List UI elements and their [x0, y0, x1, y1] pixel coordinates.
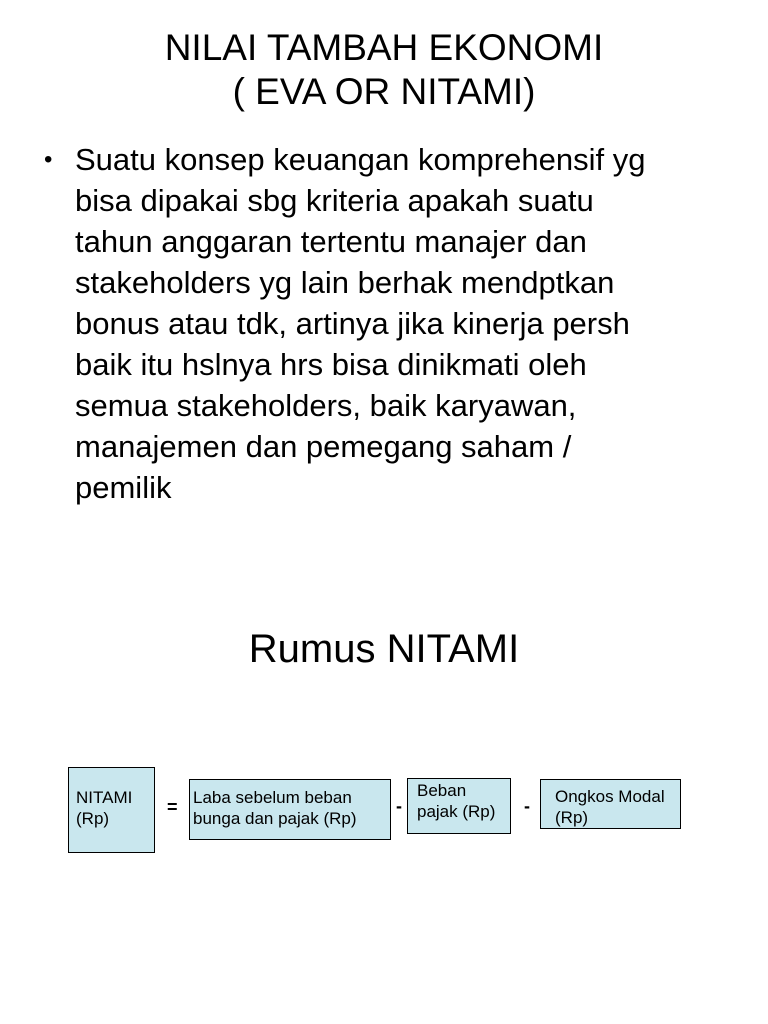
bullet-marker: •: [44, 146, 53, 173]
formula-heading: Rumus NITAMI: [248, 627, 520, 671]
nitami-box-line-2: (Rp): [76, 809, 110, 828]
laba-box-line-1: Laba sebelum beban: [193, 788, 352, 807]
laba-box-line-2: bunga dan pajak (Rp): [193, 809, 357, 828]
page-title: [0, 26, 768, 114]
minus-sign-1: -: [396, 796, 402, 816]
bullet-line: pemilik: [75, 470, 172, 505]
bullet-line: manajemen dan pemegang saham /: [75, 429, 572, 464]
bullet-line: Suatu konsep keuangan komprehensif yg: [75, 142, 646, 177]
bullet-line: semua stakeholders, baik karyawan,: [75, 388, 577, 423]
beban-pajak-box: [407, 778, 511, 834]
bullet-line: stakeholders yg lain berhak mendptkan: [75, 265, 615, 300]
bullet-line: baik itu hslnya hrs bisa dinikmati oleh: [75, 347, 587, 382]
bullet-line: bisa dipakai sbg kriteria apakah suatu: [75, 183, 594, 218]
minus-sign-2: -: [524, 796, 530, 816]
beban-pajak-box-line-1: Beban: [417, 781, 467, 800]
title-line-1: NILAI TAMBAH EKONOMI: [164, 27, 604, 68]
bullet-paragraph: [75, 139, 645, 508]
ongkos-modal-box-line-1: Ongkos Modal: [555, 787, 665, 806]
ongkos-modal-box: [540, 779, 681, 829]
title-line-2: ( EVA OR NITAMI): [232, 71, 536, 112]
nitami-box-line-1: NITAMI: [76, 788, 133, 807]
equals-sign: =: [167, 797, 178, 817]
bullet-line: tahun anggaran tertentu manajer dan: [75, 224, 587, 259]
beban-pajak-box-line-2: pajak (Rp): [417, 802, 496, 821]
nitami-box: [68, 767, 155, 853]
bullet-line: bonus atau tdk, artinya jika kinerja persh: [75, 306, 630, 341]
ongkos-modal-box-line-2: (Rp): [555, 808, 589, 827]
laba-box: [189, 779, 391, 840]
